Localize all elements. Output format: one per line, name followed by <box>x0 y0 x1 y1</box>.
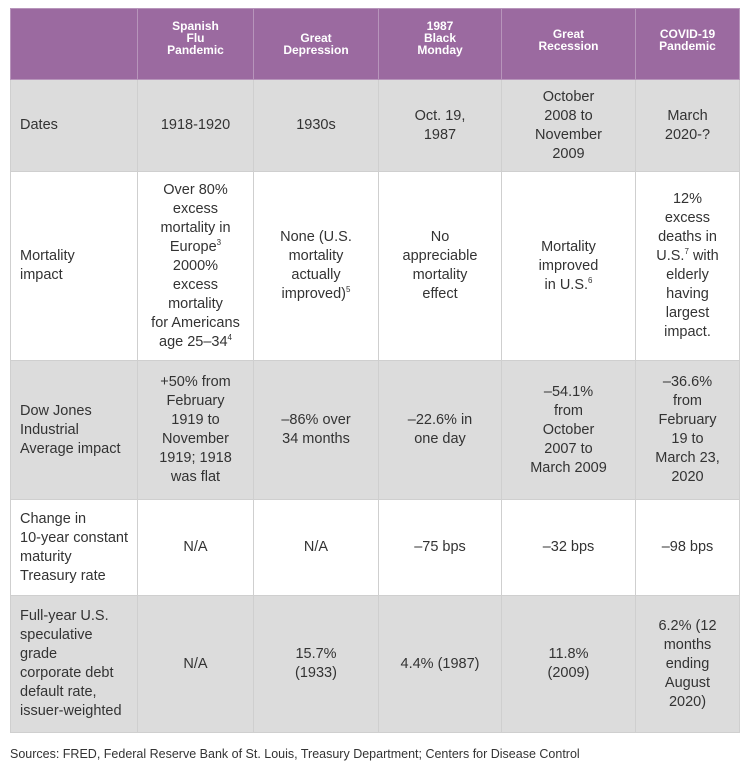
cell-text: U.S. <box>656 248 685 264</box>
cell-line: impact. <box>664 324 711 340</box>
header-line: Depression <box>283 43 349 57</box>
source-note: Sources: FRED, Federal Reserve Bank of St. Louis, Treasury Department; Centers for Disease Control <box>10 747 580 761</box>
crisis-comparison-table <box>10 8 740 733</box>
row-label-line: default rate, <box>20 684 97 700</box>
cell-text: age 25–34 <box>159 333 228 350</box>
row-label-line: 10-year constant <box>20 529 129 546</box>
cell-line: 1919; 1918 <box>159 450 232 466</box>
cell-dates-great-depression <box>254 80 379 172</box>
header-cell-black-monday <box>379 9 502 80</box>
row-label-dates <box>11 80 138 172</box>
row-label-line: Dates <box>20 117 58 133</box>
header-line: Recession <box>538 39 599 53</box>
row-label-line: Treasury rate <box>20 567 106 584</box>
row-label-line: Average impact <box>20 440 121 457</box>
cell-line: 1987 <box>423 126 457 143</box>
cell-default-great-depression <box>254 596 379 733</box>
cell-line: mortality <box>412 267 468 283</box>
cell-dow-spanish-flu <box>138 361 254 500</box>
row-label-line: maturity <box>20 548 72 565</box>
cell-dow-great-recession <box>502 361 636 500</box>
row-label-line: Change in <box>20 510 87 527</box>
cell-line: October <box>542 421 595 438</box>
cell-line: N/A <box>303 539 329 555</box>
cell-line: 2009 <box>552 145 585 162</box>
header-line: 1987 <box>426 19 454 33</box>
cell-line: 34 months <box>282 431 350 447</box>
cell-treasury-great-recession <box>502 500 636 596</box>
header-line: Monday <box>417 43 463 57</box>
cell-line <box>142 238 249 257</box>
footnote-marker: 6 <box>588 275 593 285</box>
cell-line: March 2009 <box>530 459 607 476</box>
cell-dow-great-depression <box>254 361 379 500</box>
cell-dow-black-monday <box>379 361 502 500</box>
cell-line: from <box>673 393 702 409</box>
header-line: Flu <box>186 31 205 45</box>
cell-text: in U.S. <box>544 276 589 293</box>
table-row-dates <box>11 80 740 172</box>
cell-line: effect <box>422 286 458 302</box>
cell-line: N/A <box>183 655 208 672</box>
cell-line: 2020) <box>668 693 707 710</box>
cell-default-great-recession <box>502 596 636 733</box>
cell-text: improved) <box>281 286 346 302</box>
cell-line: (1933) <box>295 665 337 681</box>
row-label-default-rate <box>11 596 138 733</box>
cell-line <box>258 285 374 304</box>
cell-line: March <box>667 107 708 124</box>
cell-line: largest <box>665 305 710 321</box>
cell-dates-black-monday <box>379 80 502 172</box>
cell-line: was flat <box>170 469 221 485</box>
cell-line: appreciable <box>402 248 478 264</box>
header-cell-great-recession <box>502 9 636 80</box>
cell-line: 2020-? <box>664 126 711 143</box>
cell-treasury-great-depression <box>254 500 379 596</box>
cell-line: –86% over <box>281 412 351 428</box>
cell-dates-spanish-flu <box>138 80 254 172</box>
row-label-line: corporate debt <box>20 665 114 681</box>
cell-line: –98 bps <box>661 539 714 555</box>
cell-line: 1930s <box>296 117 336 133</box>
header-line: Great <box>552 27 585 41</box>
cell-line: October <box>542 88 595 105</box>
cell-line: –36.6% <box>662 374 713 390</box>
cell-line: 2007 to <box>544 440 593 457</box>
footnote-marker: 4 <box>227 332 232 342</box>
cell-mortality-black-monday <box>379 172 502 361</box>
row-label-mortality <box>11 172 138 361</box>
cell-line: 4.4% (1987) <box>400 655 480 672</box>
header-line: Pandemic <box>167 43 224 57</box>
cell-treasury-black-monday <box>379 500 502 596</box>
cell-line <box>506 276 631 295</box>
cell-line: 19 to <box>671 431 704 447</box>
row-label-line: impact <box>20 267 63 283</box>
cell-default-covid <box>636 596 740 733</box>
cell-line: from <box>554 402 583 419</box>
cell-line: +50% from <box>160 374 231 390</box>
cell-dates-covid <box>636 80 740 172</box>
row-label-line: Full-year U.S. <box>20 608 109 624</box>
row-label-line: Dow Jones <box>20 402 92 419</box>
cell-mortality-great-recession <box>502 172 636 361</box>
table-row-dow-jones <box>11 361 740 500</box>
cell-line: improved <box>538 257 599 274</box>
cell-line: actually <box>291 267 341 283</box>
cell-line: February <box>658 412 717 428</box>
cell-line: –54.1% <box>543 383 594 400</box>
cell-line <box>142 333 249 352</box>
cell-line: excess <box>172 276 219 293</box>
cell-line: August <box>664 674 711 691</box>
cell-line: ending <box>665 655 710 672</box>
cell-line: 2020 <box>671 469 704 485</box>
cell-treasury-covid <box>636 500 740 596</box>
footnote-marker: 7 <box>684 247 689 256</box>
header-row <box>11 9 740 80</box>
row-label-line: Mortality <box>20 248 75 264</box>
row-label-line: Industrial <box>20 421 79 438</box>
row-label-dow-jones <box>11 361 138 500</box>
cell-line: deaths in <box>658 229 717 245</box>
header-line: Great <box>300 31 332 45</box>
cell-line: None (U.S. <box>280 229 352 245</box>
cell-line: 1918-1920 <box>160 117 231 133</box>
cell-line: 1919 to <box>171 412 220 428</box>
cell-line: 2008 to <box>544 107 593 124</box>
cell-mortality-great-depression <box>254 172 379 361</box>
header-cell-empty <box>11 9 138 80</box>
cell-line: –75 bps <box>414 539 466 555</box>
cell-line: Oct. 19, <box>414 107 466 124</box>
cell-line: one day <box>414 431 466 447</box>
table-row-treasury <box>11 500 740 596</box>
cell-text: with <box>692 248 719 264</box>
cell-line: 11.8% <box>548 646 589 662</box>
cell-line: excess <box>664 210 711 226</box>
header-line: Black <box>423 31 457 45</box>
cell-line <box>640 247 735 266</box>
cell-line: November <box>162 431 229 447</box>
cell-dow-covid <box>636 361 740 500</box>
cell-default-black-monday <box>379 596 502 733</box>
footnote-marker: 3 <box>216 237 222 247</box>
row-label-line: grade <box>20 646 58 662</box>
cell-line: March 23, <box>655 450 720 466</box>
cell-line: Mortality <box>541 238 596 255</box>
cell-line: having <box>666 286 709 302</box>
cell-line: November <box>535 126 602 143</box>
cell-line: N/A <box>183 539 208 555</box>
cell-line: –32 bps <box>542 539 595 555</box>
cell-line: 6.2% (12 <box>658 617 717 634</box>
cell-line: mortality in <box>160 219 231 236</box>
table-row-mortality <box>11 172 740 361</box>
row-label-line: issuer-weighted <box>20 703 122 719</box>
cell-line: –22.6% in <box>407 412 473 428</box>
cell-mortality-spanish-flu <box>138 172 254 361</box>
header-cell-covid <box>636 9 740 80</box>
cell-text: Europe <box>169 238 217 255</box>
row-label-line: speculative <box>20 627 93 643</box>
cell-line: 15.7% <box>295 646 337 662</box>
footnote-marker: 5 <box>346 285 351 294</box>
cell-line: elderly <box>666 267 709 283</box>
table-row-default-rate <box>11 596 740 733</box>
row-label-treasury <box>11 500 138 596</box>
cell-line: No <box>430 229 450 245</box>
header-line: COVID-19 <box>659 27 716 41</box>
cell-mortality-covid <box>636 172 740 361</box>
cell-line: (2009) <box>547 665 590 681</box>
cell-dates-great-recession <box>502 80 636 172</box>
cell-line: months <box>663 636 712 653</box>
cell-line: mortality <box>168 295 223 312</box>
cell-line: Over 80% <box>163 181 228 198</box>
cell-line: excess <box>172 200 219 217</box>
cell-treasury-spanish-flu <box>138 500 254 596</box>
cell-default-spanish-flu <box>138 596 254 733</box>
header-line: Spanish <box>172 19 219 33</box>
header-cell-great-depression <box>254 9 379 80</box>
cell-line: February <box>166 393 225 409</box>
header-line: Pandemic <box>659 39 716 53</box>
cell-line: mortality <box>288 248 344 264</box>
cell-line: 2000% <box>172 257 219 274</box>
cell-line: 12% <box>672 191 703 207</box>
header-cell-spanish-flu <box>138 9 254 80</box>
cell-line: for Americans <box>151 314 240 331</box>
